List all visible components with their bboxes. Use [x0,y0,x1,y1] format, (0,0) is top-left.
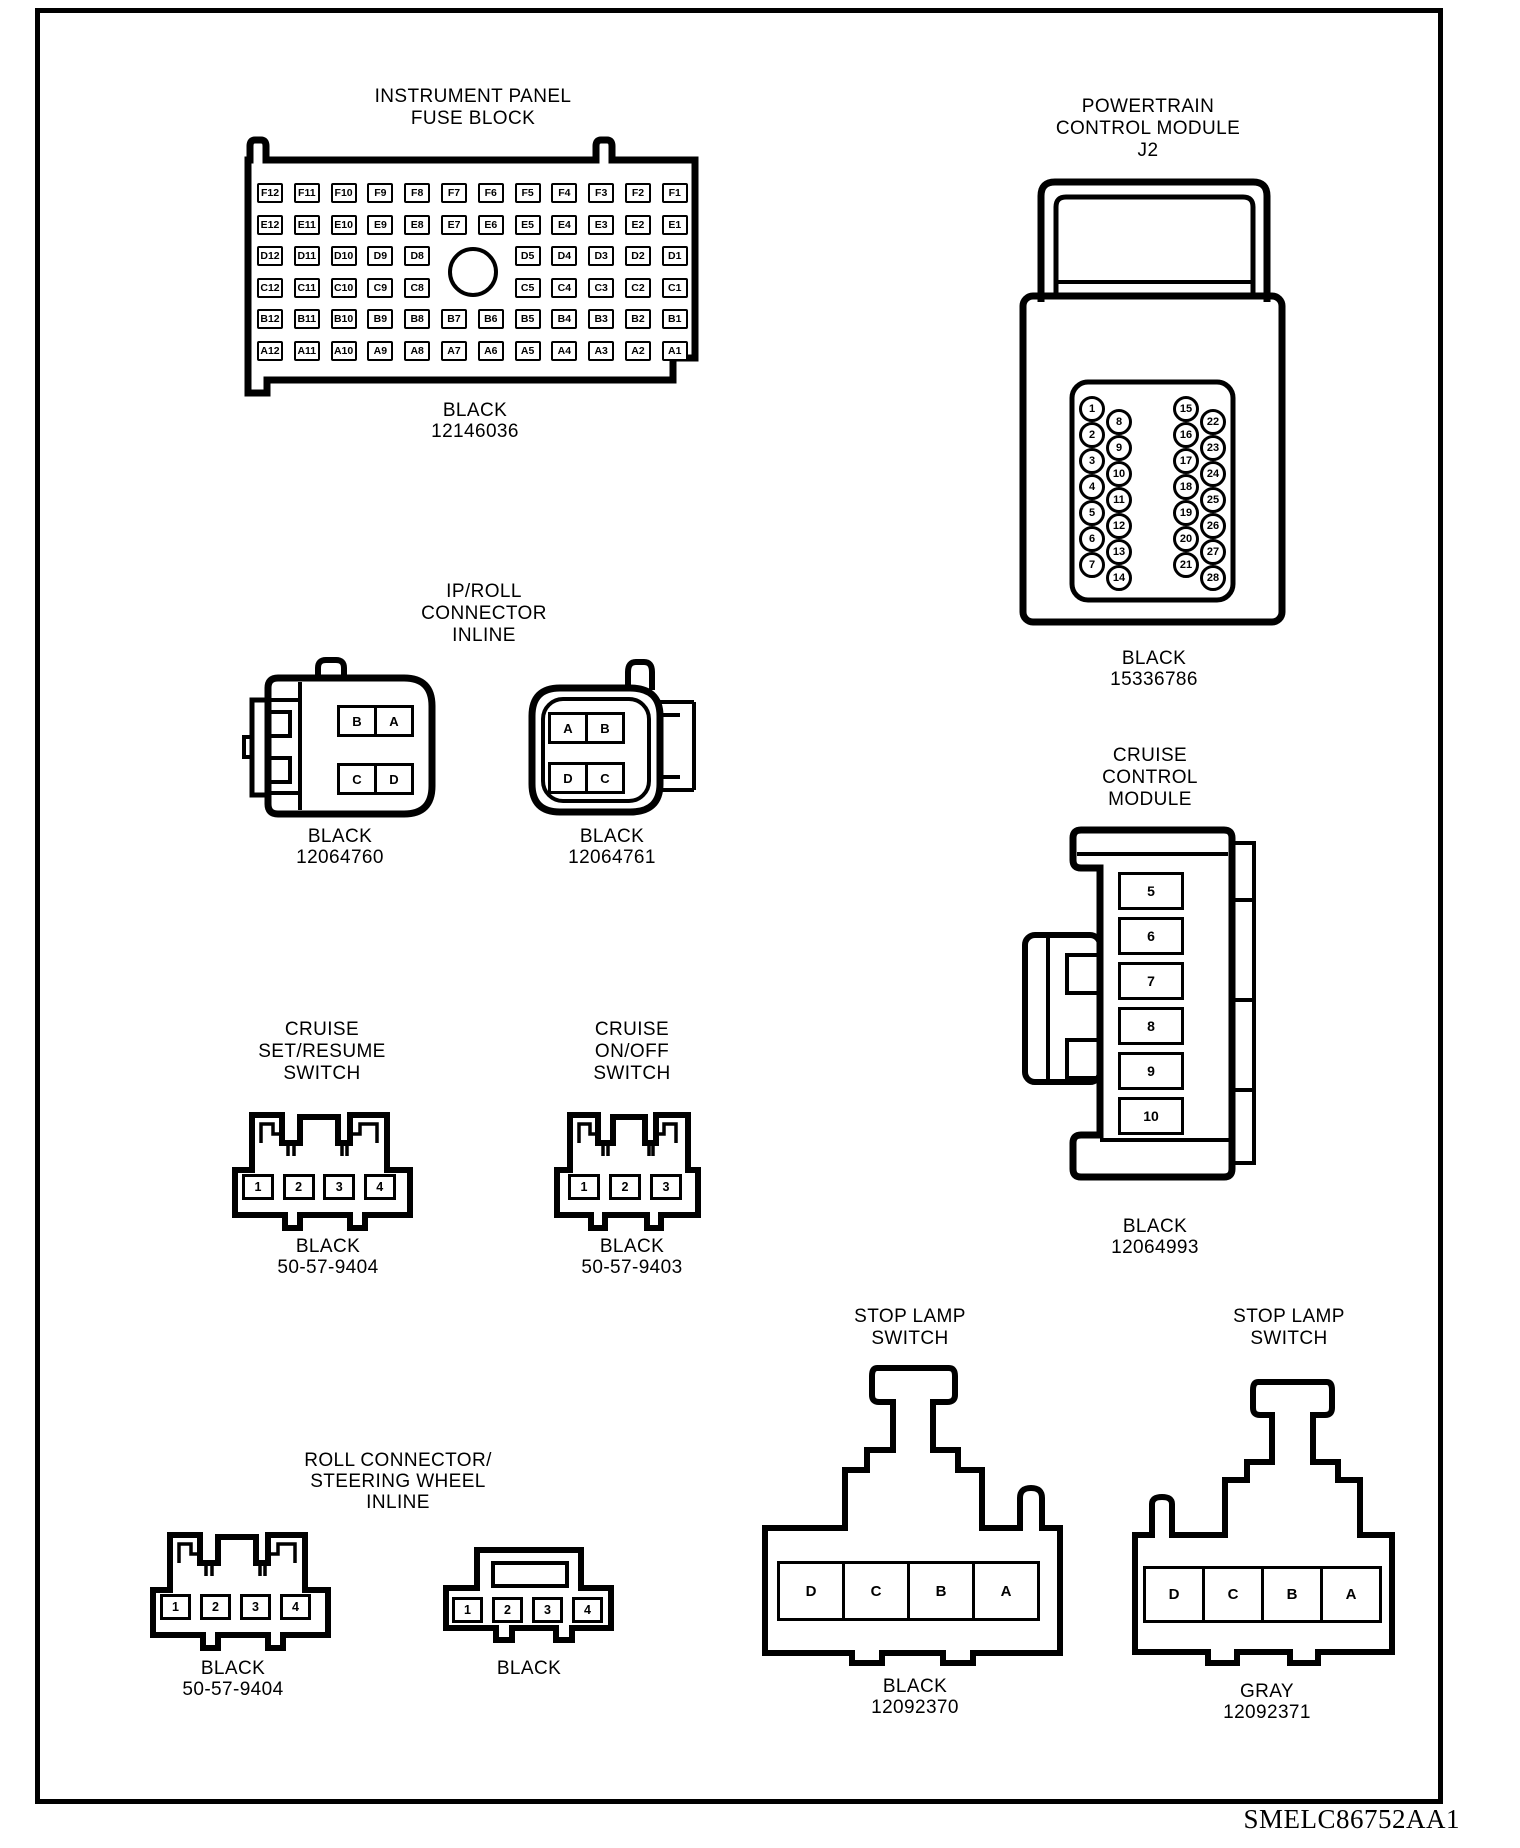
pcm-pin-column-3 [1173,396,1199,578]
pcm-outline [1018,175,1290,630]
pcm-pin: 15 [1173,396,1199,422]
fuse-cell: B9 [367,309,393,329]
fuse-cell: D10 [331,246,357,266]
terminal-cell: 5 [1118,872,1184,910]
pcm-pin-column-4 [1200,409,1226,591]
pcm-pin: 3 [1079,448,1105,474]
fuse-cell: C5 [515,278,541,298]
roll-steering-left-outline [151,1533,331,1653]
fuse-row-a [257,341,688,361]
pcm-pin: 13 [1106,539,1132,565]
cruise-module-label [1111,1216,1199,1258]
fuse-cell: D4 [551,246,577,266]
ip-roll-left-outline [243,655,448,825]
fuse-cell: C12 [257,278,283,298]
connector-part-number: 12146036 [431,421,519,442]
pcm-pin: 22 [1200,409,1226,435]
terminal-cell: A [374,705,414,737]
pcm-label [1110,648,1198,690]
fuse-cell: D12 [257,246,283,266]
fuse-cell: A12 [257,341,283,361]
roll-steering-right-cells [452,1597,603,1623]
terminal-cell: 8 [1118,1007,1184,1045]
fuse-cell: F7 [441,183,467,203]
terminal-cell: 3 [532,1597,563,1623]
terminal-cell: A [548,712,588,744]
connector-color: GRAY [1239,1681,1295,1702]
pcm-pin: 19 [1173,500,1199,526]
terminal-cell: 6 [1118,917,1184,955]
fuse-cell: F5 [515,183,541,203]
terminal-cell: 2 [609,1174,641,1200]
fuse-cell: D2 [625,246,651,266]
fuse-cell: E1 [662,215,688,235]
fuse-cell: F10 [331,183,357,203]
pcm-pin: 23 [1200,435,1226,461]
terminal-cell: 9 [1118,1052,1184,1090]
connector-color: BLACK [442,400,508,421]
fuse-cell: F12 [257,183,283,203]
fuse-row-b [257,309,688,329]
on-off-cells [568,1174,682,1200]
connector-color: BLACK [295,1236,361,1257]
terminal-cell: D [374,763,414,795]
terminal-cell: 1 [452,1597,483,1623]
pcm-pin: 6 [1079,526,1105,552]
fuse-cell: F8 [404,183,430,203]
pcm-pin: 24 [1200,461,1226,487]
terminal-cell: 3 [650,1174,682,1200]
terminal-cell: 1 [568,1174,600,1200]
ip-roll-right-cells-bottom [548,762,625,794]
fuse-row-e [257,215,688,235]
terminal-cell: 2 [283,1174,315,1200]
on-off-label [581,1236,682,1278]
fuse-cell: C4 [551,278,577,298]
fuse-cell: A4 [551,341,577,361]
terminal-cell: B [907,1561,975,1621]
fuse-cell: D1 [662,246,688,266]
connector-part-number: 15336786 [1110,669,1198,690]
pcm-pin: 12 [1106,513,1132,539]
terminal-cell: 2 [492,1597,523,1623]
fuse-block-alignment-hole [448,247,498,297]
connector-part-number: 12092371 [1223,1702,1311,1723]
fuse-cell: A3 [588,341,614,361]
pcm-pin: 8 [1106,409,1132,435]
cruise-module-title: CRUISE CONTROL MODULE [1102,745,1198,810]
pcm-pin: 17 [1173,448,1199,474]
fuse-cell: B1 [662,309,688,329]
fuse-cell: B10 [331,309,357,329]
terminal-cell: 4 [572,1597,603,1623]
terminal-cell: 4 [364,1174,396,1200]
roll-steering-title: ROLL CONNECTOR/ STEERING WHEEL INLINE [304,1450,492,1513]
fuse-cell: E11 [294,215,320,235]
pcm-pin: 7 [1079,552,1105,578]
terminal-cell: B [585,712,625,744]
terminal-cell: 10 [1118,1097,1184,1135]
fuse-cell: E9 [367,215,393,235]
fuse-cell: B11 [294,309,320,329]
fuse-row-f [257,183,688,203]
pcm-pin: 5 [1079,500,1105,526]
ip-roll-title: IP/ROLL CONNECTOR INLINE [421,581,547,646]
ip-roll-left-label [296,826,384,868]
fuse-cell: C1 [662,278,688,298]
cruise-module-pins [1118,872,1184,1135]
connector-color: BLACK [496,1658,562,1679]
connector-color: BLACK [200,1658,266,1679]
on-off-title: CRUISE ON/OFF SWITCH [593,1019,671,1084]
pcm-pin-column-2 [1106,409,1132,591]
pcm-pin: 21 [1173,552,1199,578]
fuse-cell: D3 [588,246,614,266]
fuse-cell: B7 [441,309,467,329]
fuse-cell: F6 [478,183,504,203]
fuse-cell: B3 [588,309,614,329]
fuse-cell: E6 [478,215,504,235]
fuse-cell: E10 [331,215,357,235]
terminal-cell: 2 [200,1594,231,1620]
fuse-cell: D8 [404,246,430,266]
terminal-cell: A [1320,1566,1382,1623]
pcm-pin: 10 [1106,461,1132,487]
ip-roll-left-cells-bottom [337,763,414,795]
terminal-cell: B [337,705,377,737]
fuse-cell: B6 [478,309,504,329]
roll-steering-right-outline [446,1548,616,1644]
connector-part-number: 12092370 [871,1697,959,1718]
fuse-cell: C9 [367,278,393,298]
fuse-cell: B8 [404,309,430,329]
connector-color: BLACK [307,826,373,847]
fuse-cell: F2 [625,183,651,203]
set-resume-label [277,1236,378,1278]
connector-color: BLACK [579,826,645,847]
roll-steering-right-label [497,1658,561,1679]
fuse-cell: B4 [551,309,577,329]
pcm-pin: 18 [1173,474,1199,500]
fuse-cell: B2 [625,309,651,329]
fuse-cell: A10 [331,341,357,361]
pcm-pin: 14 [1106,565,1132,591]
on-off-outline [555,1113,701,1233]
terminal-cell: C [585,762,625,794]
ip-roll-right-label [568,826,656,868]
terminal-cell: B [1261,1566,1323,1623]
roll-steering-left-cells [160,1594,311,1620]
pcm-pin: 11 [1106,487,1132,513]
fuse-cell: A5 [515,341,541,361]
connector-color: BLACK [1122,1216,1188,1237]
pcm-pin-column-1 [1079,396,1105,578]
fuse-cell: E7 [441,215,467,235]
terminal-cell: 1 [242,1174,274,1200]
terminal-cell: C [1202,1566,1264,1623]
terminal-cell: D [548,762,588,794]
fuse-cell: F3 [588,183,614,203]
fuse-cell: B12 [257,309,283,329]
fuse-cell: A9 [367,341,393,361]
fuse-block-title: INSTRUMENT PANEL FUSE BLOCK [374,86,572,129]
fuse-cell: F11 [294,183,320,203]
fuse-cell: D11 [294,246,320,266]
pcm-title: POWERTRAIN CONTROL MODULE J2 [1055,96,1241,161]
pcm-pin: 26 [1200,513,1226,539]
connector-part-number: 12064993 [1111,1237,1199,1258]
document-code: SMELC86752AA1 [1243,1804,1460,1834]
set-resume-cells [242,1174,396,1200]
terminal-cell: 4 [280,1594,311,1620]
pcm-pin: 25 [1200,487,1226,513]
fuse-cell: A8 [404,341,430,361]
terminal-cell: 3 [240,1594,271,1620]
pcm-pin: 28 [1200,565,1226,591]
terminal-cell: D [777,1561,845,1621]
stop-lamp-right-label [1223,1681,1311,1723]
terminal-cell: A [972,1561,1040,1621]
connector-part-number: 50-57-9404 [182,1679,284,1700]
pcm-pin: 4 [1079,474,1105,500]
fuse-cell: B5 [515,309,541,329]
terminal-cell: 7 [1118,962,1184,1000]
connector-color: BLACK [882,1676,948,1697]
fuse-cell: F1 [662,183,688,203]
pcm-pin: 27 [1200,539,1226,565]
fuse-cell: C10 [331,278,357,298]
connector-part-number: 12064760 [296,847,384,868]
connector-part-number: 12064761 [568,847,656,868]
stop-lamp-right-cells [1143,1566,1382,1623]
terminal-cell: C [842,1561,910,1621]
fuse-cell: E5 [515,215,541,235]
fuse-cell: A6 [478,341,504,361]
pcm-pin: 1 [1079,396,1105,422]
fuse-cell: D9 [367,246,393,266]
fuse-cell: E2 [625,215,651,235]
fuse-cell: C2 [625,278,651,298]
ip-roll-left-cells-top [337,705,414,737]
set-resume-outline [233,1113,413,1233]
terminal-cell: 3 [323,1174,355,1200]
fuse-cell: C3 [588,278,614,298]
terminal-cell: D [1143,1566,1205,1623]
stop-lamp-left-cells [777,1561,1040,1621]
fuse-cell: A1 [662,341,688,361]
set-resume-title: CRUISE SET/RESUME SWITCH [258,1019,386,1084]
connector-part-number: 50-57-9403 [581,1257,683,1278]
fuse-block-label [431,400,519,442]
pcm-pin: 20 [1173,526,1199,552]
fuse-cell: A11 [294,341,320,361]
fuse-cell: A2 [625,341,651,361]
connector-color: BLACK [599,1236,665,1257]
fuse-cell: D5 [515,246,541,266]
pcm-pin: 16 [1173,422,1199,448]
fuse-cell: F9 [367,183,393,203]
terminal-cell: C [337,763,377,795]
connector-color: BLACK [1121,648,1187,669]
fuse-cell: E3 [588,215,614,235]
stop-lamp-right-title: STOP LAMP SWITCH [1233,1306,1345,1349]
connector-part-number: 50-57-9404 [277,1257,379,1278]
fuse-cell: C8 [404,278,430,298]
stop-lamp-left-title: STOP LAMP SWITCH [854,1306,966,1349]
pcm-pin: 9 [1106,435,1132,461]
stop-lamp-left-label [871,1676,959,1718]
terminal-cell: 1 [160,1594,191,1620]
ip-roll-right-cells-top [548,712,625,744]
pcm-pin: 2 [1079,422,1105,448]
roll-steering-left-label [182,1658,283,1700]
fuse-cell: E8 [404,215,430,235]
fuse-cell: A7 [441,341,467,361]
fuse-cell: F4 [551,183,577,203]
fuse-cell: C11 [294,278,320,298]
fuse-cell: E12 [257,215,283,235]
fuse-cell: E4 [551,215,577,235]
